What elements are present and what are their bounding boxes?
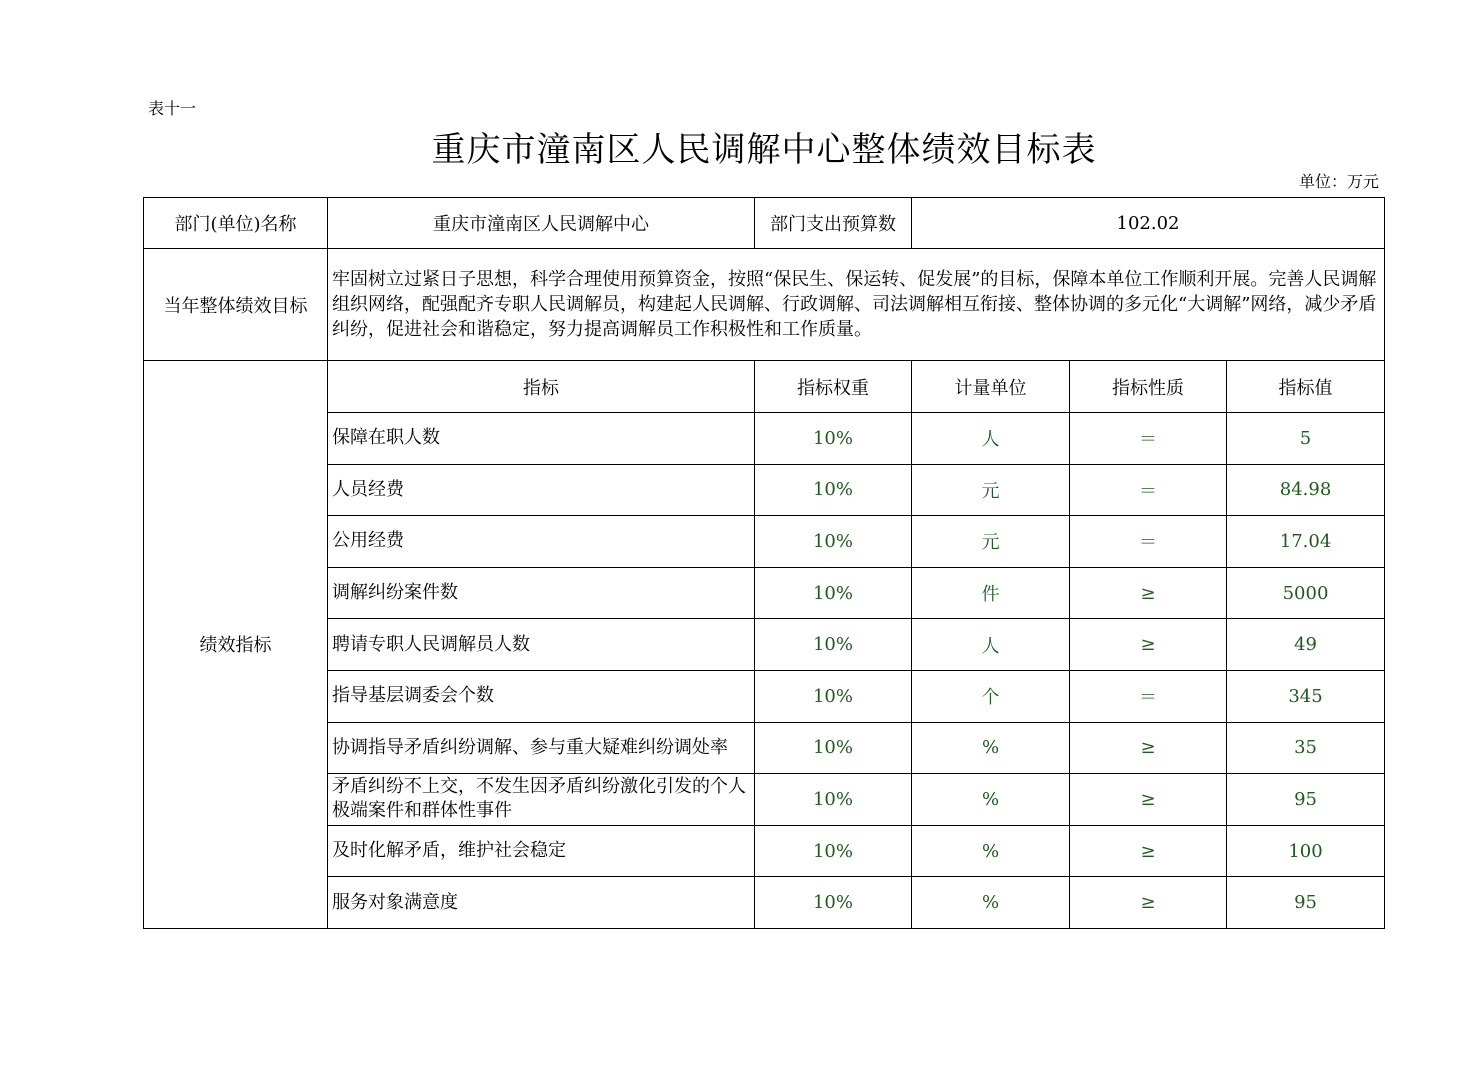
- indicator-weight: 10%: [755, 825, 912, 877]
- col-header-weight: 指标权重: [755, 361, 912, 413]
- indicator-nature: ＝: [1070, 413, 1227, 465]
- page-title: 重庆市潼南区人民调解中心整体绩效目标表: [431, 130, 1097, 170]
- indicator-name: 公用经费: [328, 516, 755, 568]
- table-row: [144, 774, 1385, 826]
- indicator-value: 49: [1227, 619, 1385, 671]
- indicator-section-label: 绩效指标: [144, 361, 328, 929]
- dept-value: 重庆市潼南区人民调解中心: [328, 198, 755, 249]
- indicator-nature: ≥: [1070, 567, 1227, 619]
- indicator-name: 调解纠纷案件数: [328, 567, 755, 619]
- indicator-name: 保障在职人数: [328, 413, 755, 465]
- indicator-unit: 元: [912, 464, 1070, 516]
- dept-label: 部门(单位)名称: [144, 198, 328, 249]
- indicator-nature: ≥: [1070, 825, 1227, 877]
- indicator-nature: ＝: [1070, 516, 1227, 568]
- table-row: [144, 516, 1385, 568]
- col-header-value: 指标值: [1227, 361, 1385, 413]
- budget-value: 102.02: [912, 198, 1385, 249]
- col-header-indicator: 指标: [328, 361, 755, 413]
- indicator-nature: ≥: [1070, 774, 1227, 826]
- goal-text: 牢固树立过紧日子思想，科学合理使用预算资金，按照“保民生、保运转、促发展”的目标，保障本单位工作顺利开展。完善人民调解组织网络，配强配齐专职人民调解员，构建起人民调解、行政调解、司法调解相互衔接、整体协调的多元化“大调解”网络，减少矛盾纠纷，促进社会和谐稳定，努力提高调解员工作积极性和工作质量。: [328, 249, 1385, 361]
- indicator-nature: ≥: [1070, 722, 1227, 774]
- indicator-weight: 10%: [755, 413, 912, 465]
- indicator-name: 协调指导矛盾纠纷调解、参与重大疑难纠纷调处率: [328, 722, 755, 774]
- indicator-value: 95: [1227, 774, 1385, 826]
- indicator-unit: 个: [912, 670, 1070, 722]
- table-row: [144, 567, 1385, 619]
- table-row: [144, 825, 1385, 877]
- indicator-value: 100: [1227, 825, 1385, 877]
- indicator-name: 服务对象满意度: [328, 877, 755, 929]
- indicator-value: 35: [1227, 722, 1385, 774]
- table-row: [144, 722, 1385, 774]
- table-row: [144, 619, 1385, 671]
- indicator-name: 聘请专职人民调解员人数: [328, 619, 755, 671]
- indicator-weight: 10%: [755, 774, 912, 826]
- indicator-unit: 件: [912, 567, 1070, 619]
- indicator-value: 17.04: [1227, 516, 1385, 568]
- indicator-unit: 元: [912, 516, 1070, 568]
- table-row: [144, 464, 1385, 516]
- indicator-value: 5000: [1227, 567, 1385, 619]
- indicator-unit: %: [912, 722, 1070, 774]
- indicator-nature: ≥: [1070, 877, 1227, 929]
- indicator-nature: ＝: [1070, 670, 1227, 722]
- indicator-unit: %: [912, 825, 1070, 877]
- performance-table: [143, 197, 1385, 929]
- indicator-weight: 10%: [755, 516, 912, 568]
- indicator-unit: %: [912, 877, 1070, 929]
- indicator-value: 95: [1227, 877, 1385, 929]
- indicator-unit: 人: [912, 413, 1070, 465]
- indicator-weight: 10%: [755, 670, 912, 722]
- budget-label: 部门支出预算数: [755, 198, 912, 249]
- indicator-weight: 10%: [755, 464, 912, 516]
- indicator-name: 人员经费: [328, 464, 755, 516]
- goal-label: 当年整体绩效目标: [144, 249, 328, 361]
- goal-row: [144, 249, 1385, 361]
- indicator-value: 5: [1227, 413, 1385, 465]
- indicator-nature: ≥: [1070, 619, 1227, 671]
- indicator-header-row: [144, 361, 1385, 413]
- table-row: [144, 670, 1385, 722]
- indicator-unit: 人: [912, 619, 1070, 671]
- indicator-name: 指导基层调委会个数: [328, 670, 755, 722]
- col-header-nature: 指标性质: [1070, 361, 1227, 413]
- table-row: [144, 413, 1385, 465]
- indicator-unit: %: [912, 774, 1070, 826]
- table-row: [144, 877, 1385, 929]
- indicator-weight: 10%: [755, 877, 912, 929]
- indicator-nature: ＝: [1070, 464, 1227, 516]
- indicator-value: 345: [1227, 670, 1385, 722]
- indicator-weight: 10%: [755, 567, 912, 619]
- indicator-name: 及时化解矛盾，维护社会稳定: [328, 825, 755, 877]
- dept-row: [144, 198, 1385, 249]
- indicator-weight: 10%: [755, 722, 912, 774]
- indicator-value: 84.98: [1227, 464, 1385, 516]
- table-number: 表十一: [148, 99, 197, 118]
- col-header-unit: 计量单位: [912, 361, 1070, 413]
- unit-note: 单位：万元: [1298, 172, 1379, 191]
- indicator-name: 矛盾纠纷不上交，不发生因矛盾纠纷激化引发的个人极端案件和群体性事件: [328, 774, 755, 826]
- indicator-weight: 10%: [755, 619, 912, 671]
